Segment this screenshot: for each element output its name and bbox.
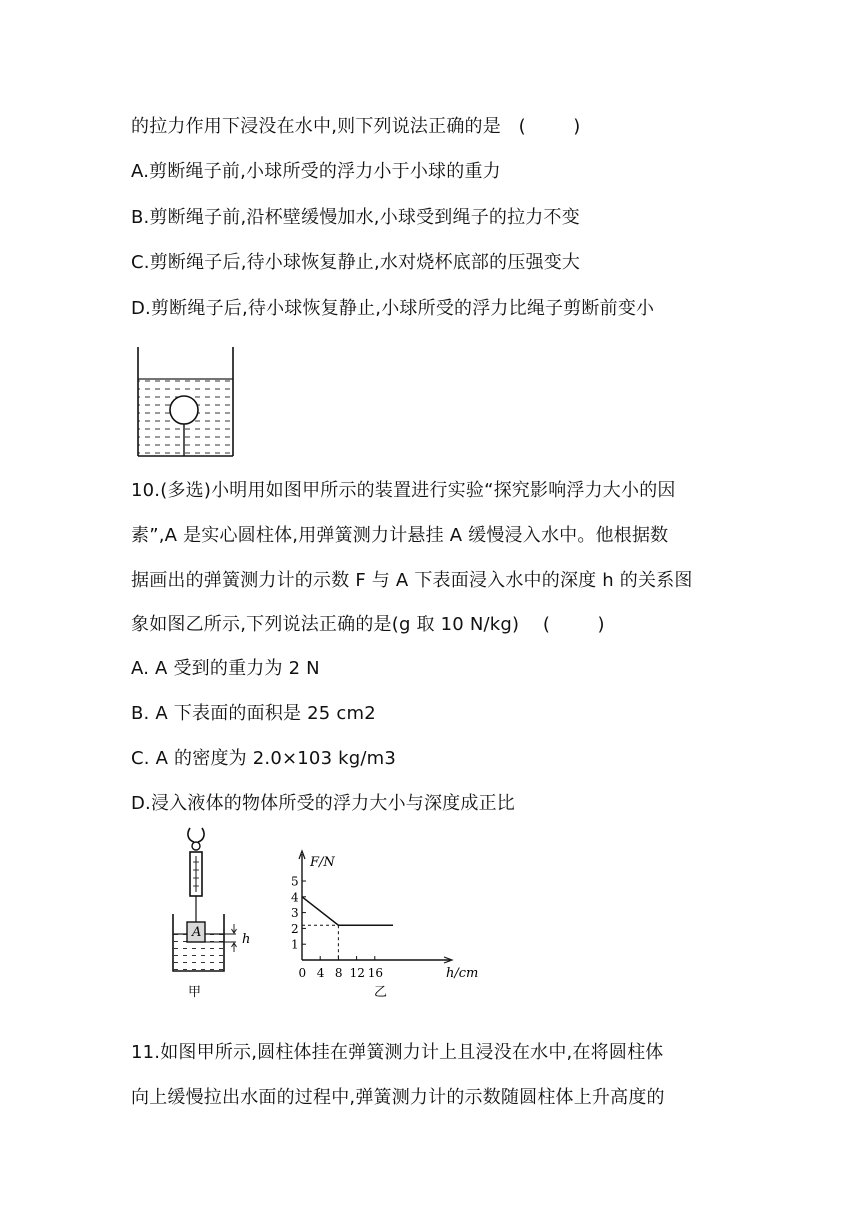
- clamp-icon: [188, 828, 204, 842]
- x-tick-label: 0: [298, 966, 307, 980]
- q9-beaker-figure: [134, 345, 244, 460]
- x-tick-label: 16: [367, 966, 384, 980]
- q10-option-b: B. A 下表面的面积是 25 cm2: [131, 703, 376, 724]
- x-tick-label: 4: [316, 966, 325, 980]
- x-tick-label: 12: [349, 966, 365, 980]
- q10-stem-line-3: 据画出的弹簧测力计的示数 F 与 A 下表面浸入水中的深度 h 的关系图: [131, 570, 693, 591]
- block-a-label: A: [192, 925, 202, 940]
- q10-figure-yi: [280, 846, 510, 1001]
- y-tick-label: 4: [291, 890, 299, 905]
- q10-stem-line-1: 10.(多选)小明用如图甲所示的装置进行实验“探究影响浮力大小的因: [131, 480, 676, 501]
- q10-stem-line-2: 素”,A 是实心圆柱体,用弹簧测力计悬挂 A 缓慢浸入水中。他根据数: [131, 525, 669, 546]
- series-line: [302, 897, 393, 925]
- ball: [170, 396, 198, 424]
- q10-figure-jia: [164, 826, 264, 1004]
- q10-option-a: A. A 受到的重力为 2 N: [131, 658, 320, 679]
- y-axis-label: F/N: [310, 855, 335, 870]
- q9-stem-tail: 的拉力作用下浸没在水中,则下列说法正确的是 ( ): [131, 116, 581, 137]
- q10-option-c: C. A 的密度为 2.0×103 kg/m3: [131, 748, 397, 769]
- y-tick-label: 5: [291, 874, 299, 889]
- y-tick-label: 2: [291, 921, 299, 936]
- figure-yi-caption: 乙: [374, 985, 388, 1000]
- q10-stem-line-4: 象如图乙所示,下列说法正确的是(g 取 10 N/kg) ( ): [131, 614, 605, 635]
- q11-stem-line-2: 向上缓慢拉出水面的过程中,弹簧测力计的示数随圆柱体上升高度的: [131, 1087, 665, 1108]
- y-tick-label: 1: [291, 937, 299, 952]
- q9-option-d: D.剪断绳子后,待小球恢复静止,小球所受的浮力比绳子剪断前变小: [131, 298, 655, 319]
- y-tick-label: 3: [291, 906, 299, 921]
- x-axis-label: h/cm: [446, 966, 479, 981]
- q10-option-d: D.浸入液体的物体所受的浮力大小与深度成正比: [131, 793, 515, 814]
- q9-option-a: A.剪断绳子前,小球所受的浮力小于小球的重力: [131, 161, 501, 182]
- q9-option-b: B.剪断绳子前,沿杯壁缓慢加水,小球受到绳子的拉力不变: [131, 207, 580, 228]
- depth-label: h: [242, 932, 251, 947]
- q9-option-c: C.剪断绳子后,待小球恢复静止,水对烧杯底部的压强变大: [131, 252, 581, 273]
- figure-jia-caption: 甲: [188, 985, 202, 1000]
- x-tick-label: 8: [334, 966, 343, 980]
- q11-stem-line-1: 11.如图甲所示,圆柱体挂在弹簧测力计上且浸没在水中,在将圆柱体: [131, 1042, 664, 1063]
